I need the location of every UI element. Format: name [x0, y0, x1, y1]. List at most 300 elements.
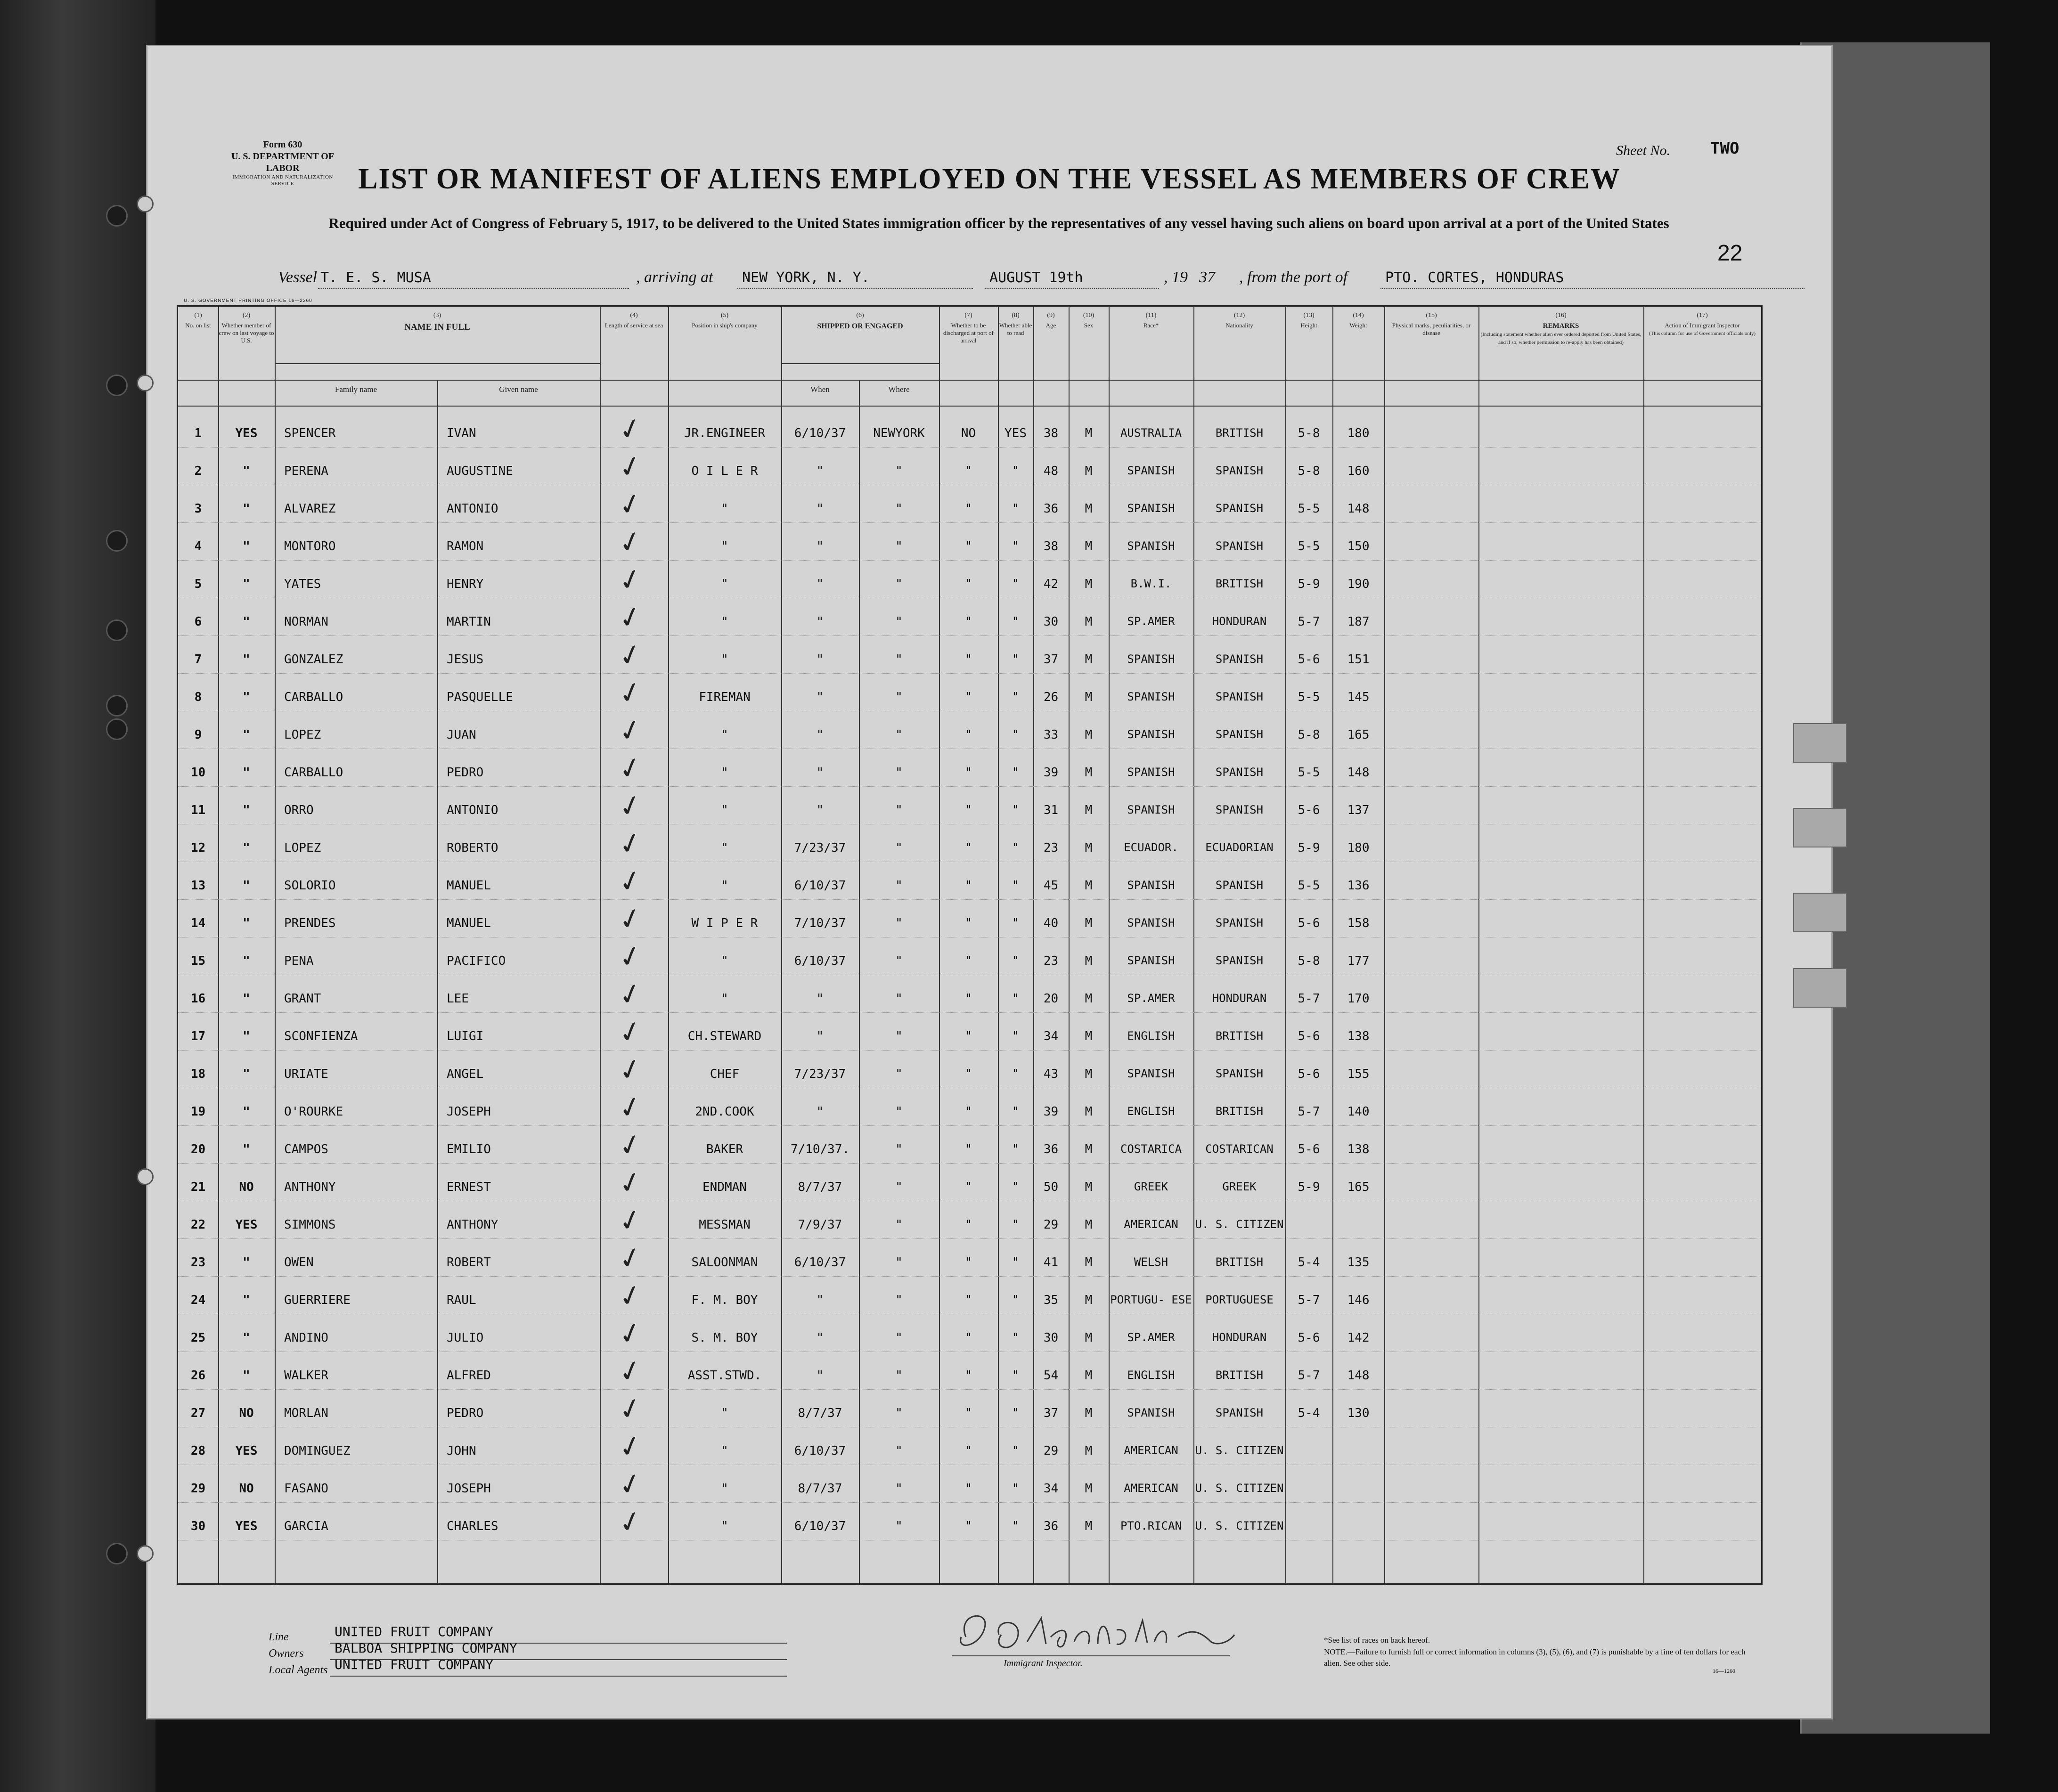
- sheet-number-label: Sheet No.: [1616, 143, 1670, 158]
- cell-position: FIREMAN: [699, 690, 751, 704]
- cell-nationality: GREEK: [1222, 1180, 1257, 1193]
- cell-given: JULIO: [447, 1331, 484, 1345]
- cell-family: GRANT: [284, 992, 321, 1006]
- cell-family: CARBALLO: [284, 766, 343, 780]
- cell-where: ": [895, 841, 903, 855]
- service-check-mark: ✓: [614, 636, 646, 675]
- cell-age: 41: [1043, 1255, 1059, 1270]
- service-check-mark: ✓: [614, 937, 646, 976]
- binder-hole: [106, 375, 128, 396]
- cell-nationality: BRITISH: [1215, 1368, 1264, 1382]
- cell-disch: ": [964, 1406, 972, 1420]
- header-no: (1) No. on list: [185, 312, 211, 329]
- cell-crew: ": [243, 502, 250, 516]
- cell-family: ALVAREZ: [284, 502, 336, 516]
- cell-disch: ": [964, 916, 972, 930]
- cell-weight: 158: [1347, 916, 1370, 930]
- cell-given: PEDRO: [447, 1406, 484, 1420]
- cell-position: W I P E R: [691, 916, 758, 930]
- cell-weight: 180: [1347, 426, 1370, 440]
- service-check-mark: ✓: [614, 448, 646, 486]
- cell-nationality: SPANISH: [1215, 766, 1264, 779]
- inspector-signature: [947, 1609, 1239, 1661]
- cell-nationality: BRITISH: [1215, 1029, 1264, 1043]
- cell-weight: 136: [1347, 879, 1370, 893]
- cell-age: 45: [1043, 879, 1059, 893]
- cell-no: 26: [190, 1368, 206, 1383]
- cell-weight: 148: [1347, 502, 1370, 516]
- binder-hole: [106, 619, 128, 641]
- cell-where: ": [895, 954, 903, 968]
- cell-height: 5-9: [1298, 841, 1320, 855]
- cell-crew: ": [243, 690, 250, 704]
- cell-where: ": [895, 1180, 903, 1194]
- cell-sex: M: [1085, 766, 1093, 780]
- cell-height: 5-8: [1298, 954, 1320, 968]
- cell-disch: ": [964, 502, 972, 516]
- cell-crew: ": [243, 728, 250, 742]
- cell-when: ": [816, 690, 824, 704]
- cell-when: ": [816, 1368, 824, 1383]
- cell-sex: M: [1085, 728, 1093, 742]
- service-check-mark: ✓: [614, 1314, 646, 1353]
- cell-height: 5-6: [1298, 1331, 1320, 1345]
- cell-race: AMERICAN: [1124, 1444, 1178, 1457]
- cell-sex: M: [1085, 1029, 1093, 1043]
- cell-age: 54: [1043, 1368, 1059, 1383]
- cell-disch: ": [964, 1180, 972, 1194]
- cell-read: ": [1012, 652, 1020, 667]
- cell-when: 6/10/37: [794, 1255, 846, 1270]
- cell-race: SPANISH: [1127, 1406, 1175, 1419]
- cell-crew: ": [243, 803, 250, 817]
- cell-read: ": [1012, 728, 1020, 742]
- service-check-mark: ✓: [614, 485, 646, 524]
- cell-disch: ": [964, 954, 972, 968]
- cell-race: SPANISH: [1127, 728, 1175, 741]
- cell-when: 7/23/37: [794, 1067, 846, 1081]
- cell-where: ": [895, 879, 903, 893]
- cell-nationality: SPANISH: [1215, 879, 1264, 892]
- cell-height: 5-8: [1298, 426, 1320, 440]
- cell-nationality: HONDURAN: [1212, 615, 1267, 628]
- cell-weight: 165: [1347, 1180, 1370, 1194]
- cell-weight: 146: [1347, 1293, 1370, 1307]
- cell-weight: 177: [1347, 954, 1370, 968]
- cell-no: 22: [190, 1218, 206, 1232]
- cell-crew: ": [243, 1331, 250, 1345]
- cell-age: 39: [1043, 1105, 1059, 1119]
- cell-nationality: SPANISH: [1215, 652, 1264, 666]
- cell-given: EMILIO: [447, 1142, 491, 1157]
- cell-given: LUIGI: [447, 1029, 484, 1043]
- cell-position: ": [721, 1482, 728, 1496]
- cell-weight: 150: [1347, 539, 1370, 554]
- cell-where: ": [895, 1482, 903, 1496]
- cell-race: SPANISH: [1127, 502, 1175, 515]
- service-check-mark: ✓: [614, 787, 646, 825]
- cell-position: ": [721, 879, 728, 893]
- header-given-name: Given name: [499, 385, 538, 394]
- cell-age: 20: [1043, 992, 1059, 1006]
- cell-age: 26: [1043, 690, 1059, 704]
- cell-age: 35: [1043, 1293, 1059, 1307]
- cell-when: ": [816, 539, 824, 554]
- cell-sex: M: [1085, 954, 1093, 968]
- cell-nationality: U. S. CITIZEN: [1195, 1444, 1284, 1457]
- cell-position: ": [721, 652, 728, 667]
- cell-race: SP.AMER: [1127, 992, 1175, 1005]
- header-name: (3) NAME IN FULL: [404, 312, 470, 332]
- cell-family: CAMPOS: [284, 1142, 328, 1157]
- cell-where: ": [895, 766, 903, 780]
- cell-when: 7/23/37: [794, 841, 846, 855]
- cell-age: 42: [1043, 577, 1059, 591]
- cell-race: GREEK: [1134, 1180, 1168, 1193]
- punch-hole: [137, 1168, 154, 1185]
- cell-race: SPANISH: [1127, 954, 1175, 967]
- cell-age: 33: [1043, 728, 1059, 742]
- cell-sex: M: [1085, 1482, 1093, 1496]
- cell-weight: 148: [1347, 766, 1370, 780]
- header-height: (13) Height: [1300, 312, 1317, 329]
- cell-position: ENDMAN: [702, 1180, 747, 1194]
- service-check-mark: ✓: [614, 1051, 646, 1089]
- cell-family: ORRO: [284, 803, 314, 817]
- cell-given: PACIFICO: [447, 954, 506, 968]
- cell-race: ECUADOR.: [1124, 841, 1178, 854]
- cell-height: 5-5: [1298, 690, 1320, 704]
- cell-position: ": [721, 803, 728, 817]
- cell-where: ": [895, 690, 903, 704]
- cell-age: 31: [1043, 803, 1059, 817]
- cell-read: ": [1012, 1482, 1020, 1496]
- cell-where: ": [895, 803, 903, 817]
- cell-no: 6: [194, 615, 202, 629]
- cell-read: ": [1012, 1368, 1020, 1383]
- cell-nationality: SPANISH: [1215, 803, 1264, 816]
- cell-where: ": [895, 502, 903, 516]
- cell-when: ": [816, 652, 824, 667]
- form-number: Form 630: [263, 139, 302, 150]
- service-check-mark: ✓: [614, 1390, 646, 1428]
- printing-office-line: U. S. GOVERNMENT PRINTING OFFICE 16—2260: [184, 298, 312, 303]
- print-code: 16—1260: [1713, 1668, 1735, 1674]
- cell-height: 5-6: [1298, 1029, 1320, 1043]
- cell-race: PTO.RICAN: [1120, 1519, 1182, 1532]
- cell-crew: ": [243, 1293, 250, 1307]
- cell-sex: M: [1085, 502, 1093, 516]
- cell-race: B.W.I.: [1130, 577, 1172, 590]
- cell-where: ": [895, 1519, 903, 1533]
- cell-read: ": [1012, 766, 1020, 780]
- cell-sex: M: [1085, 1218, 1093, 1232]
- cell-nationality: SPANISH: [1215, 916, 1264, 929]
- cell-no: 19: [190, 1105, 206, 1119]
- cell-when: ": [816, 992, 824, 1006]
- cell-no: 24: [190, 1293, 206, 1307]
- cell-read: YES: [1004, 426, 1027, 440]
- cell-family: PENA: [284, 954, 314, 968]
- cell-sex: M: [1085, 841, 1093, 855]
- cell-crew: ": [243, 577, 250, 591]
- cell-weight: 170: [1347, 992, 1370, 1006]
- cell-read: ": [1012, 1029, 1020, 1043]
- cell-no: 16: [190, 992, 206, 1006]
- cell-family: OWEN: [284, 1255, 314, 1270]
- cell-given: CHARLES: [447, 1519, 498, 1533]
- cell-nationality: SPANISH: [1215, 1406, 1264, 1419]
- cell-position: 2ND.COOK: [695, 1105, 754, 1119]
- cell-race: ENGLISH: [1127, 1105, 1175, 1118]
- cell-given: JOHN: [447, 1444, 476, 1458]
- cell-race: SP.AMER: [1127, 615, 1175, 628]
- cell-given: PASQUELLE: [447, 690, 513, 704]
- cell-no: 25: [190, 1331, 206, 1345]
- cell-race: AUSTRALIA: [1120, 426, 1182, 440]
- cell-disch: ": [964, 1368, 972, 1383]
- department-name: U. S. DEPARTMENT OF LABOR: [231, 151, 335, 173]
- cell-sex: M: [1085, 1180, 1093, 1194]
- cell-race: PORTUGU- ESE: [1110, 1293, 1192, 1306]
- cell-disch: ": [964, 577, 972, 591]
- cell-height: 5-6: [1298, 1142, 1320, 1157]
- cell-when: ": [816, 803, 824, 817]
- line-label: Line: [269, 1631, 289, 1643]
- cell-no: 11: [190, 803, 206, 817]
- header-position: (5) Position in ship's company: [692, 312, 758, 329]
- cell-weight: 145: [1347, 690, 1370, 704]
- cell-sex: M: [1085, 1293, 1093, 1307]
- cell-disch: ": [964, 1482, 972, 1496]
- cell-when: ": [816, 728, 824, 742]
- cell-weight: 151: [1347, 652, 1370, 667]
- cell-weight: 137: [1347, 803, 1370, 817]
- cell-crew: ": [243, 1255, 250, 1270]
- stamp-number: 22: [1717, 241, 1743, 266]
- cell-where: ": [895, 728, 903, 742]
- cell-nationality: BRITISH: [1215, 577, 1264, 590]
- cell-height: 5-6: [1298, 916, 1320, 930]
- cell-no: 10: [190, 766, 206, 780]
- cell-sex: M: [1085, 690, 1093, 704]
- cell-family: NORMAN: [284, 615, 328, 629]
- cell-when: 7/10/37.: [790, 1142, 850, 1157]
- cell-when: ": [816, 1105, 824, 1119]
- header-able-to-read: (8) Whether able to read: [999, 312, 1032, 336]
- cell-when: ": [816, 615, 824, 629]
- cell-read: ": [1012, 1293, 1020, 1307]
- cell-height: 5-8: [1298, 464, 1320, 478]
- cell-no: 15: [190, 954, 206, 968]
- cell-weight: 160: [1347, 464, 1370, 478]
- cell-position: MESSMAN: [699, 1218, 751, 1232]
- cell-given: ANTONIO: [447, 803, 498, 817]
- cell-crew: NO: [239, 1482, 254, 1496]
- cell-where: ": [895, 1444, 903, 1458]
- cell-age: 30: [1043, 1331, 1059, 1345]
- side-tab: [1793, 723, 1847, 763]
- cell-when: ": [816, 464, 824, 478]
- owners-label: Owners: [269, 1647, 304, 1660]
- cell-read: ": [1012, 690, 1020, 704]
- service-check-mark: ✓: [614, 1164, 646, 1202]
- footnote-penalty: NOTE.—Failure to furnish full or correct information in columns (3), (5), (6), and (7) is punishable by a fine of ten dollars for each alien. See other side.: [1324, 1647, 1746, 1668]
- cell-family: LOPEZ: [284, 728, 321, 742]
- cell-age: 38: [1043, 426, 1059, 440]
- cell-sex: M: [1085, 879, 1093, 893]
- cell-crew: YES: [235, 426, 258, 440]
- cell-height: 5-8: [1298, 728, 1320, 742]
- cell-sex: M: [1085, 916, 1093, 930]
- scanner-edge-left: [0, 0, 155, 1792]
- cell-no: 3: [194, 502, 202, 516]
- cell-read: ": [1012, 1067, 1020, 1081]
- cell-height: 5-6: [1298, 803, 1320, 817]
- cell-sex: M: [1085, 1444, 1093, 1458]
- arriving-label: , arriving at: [636, 269, 713, 286]
- cell-when: ": [816, 577, 824, 591]
- cell-age: 29: [1043, 1444, 1059, 1458]
- cell-crew: NO: [239, 1406, 254, 1420]
- cell-sex: M: [1085, 1406, 1093, 1420]
- cell-position: ": [721, 1444, 728, 1458]
- cell-no: 17: [190, 1029, 206, 1043]
- cell-given: RAUL: [447, 1293, 476, 1307]
- header-crew: (2) Whether member of crew on last voyage to U.S.: [219, 312, 274, 344]
- binder-hole: [106, 530, 128, 552]
- cell-sex: M: [1085, 652, 1093, 667]
- cell-position: CH.STEWARD: [687, 1029, 762, 1043]
- cell-family: GONZALEZ: [284, 652, 343, 667]
- cell-given: ALFRED: [447, 1368, 491, 1383]
- cell-read: ": [1012, 464, 1020, 478]
- cell-race: COSTARICA: [1120, 1142, 1182, 1156]
- cell-sex: M: [1085, 1255, 1093, 1270]
- cell-race: SPANISH: [1127, 539, 1175, 553]
- cell-given: ROBERTO: [447, 841, 498, 855]
- cell-read: ": [1012, 577, 1020, 591]
- cell-given: IVAN: [447, 426, 476, 440]
- cell-no: 21: [190, 1180, 206, 1194]
- cell-read: ": [1012, 1180, 1020, 1194]
- cell-given: JOSEPH: [447, 1105, 491, 1119]
- cell-position: ": [721, 539, 728, 554]
- service-check-mark: ✓: [614, 1465, 646, 1504]
- cell-given: MARTIN: [447, 615, 491, 629]
- cell-no: 7: [194, 652, 202, 667]
- cell-race: SPANISH: [1127, 803, 1175, 816]
- cell-crew: ": [243, 652, 250, 667]
- cell-when: ": [816, 766, 824, 780]
- service-check-mark: ✓: [614, 1352, 646, 1391]
- cell-age: 29: [1043, 1218, 1059, 1232]
- cell-nationality: SPANISH: [1215, 539, 1264, 553]
- cell-family: WALKER: [284, 1368, 328, 1383]
- cell-weight: 138: [1347, 1029, 1370, 1043]
- vessel-label: Vessel: [278, 269, 318, 286]
- cell-sex: M: [1085, 1331, 1093, 1345]
- cell-weight: 138: [1347, 1142, 1370, 1157]
- cell-position: ": [721, 615, 728, 629]
- cell-age: 37: [1043, 652, 1059, 667]
- header-weight: (14) Weight: [1349, 312, 1367, 329]
- service-check-mark: ✓: [614, 523, 646, 562]
- cell-disch: ": [964, 803, 972, 817]
- header-nationality: (12) Nationality: [1225, 312, 1253, 329]
- cell-race: SPANISH: [1127, 879, 1175, 892]
- header-physical-marks: (15) Physical marks, peculiarities, or disease: [1392, 312, 1471, 336]
- cell-nationality: BRITISH: [1215, 426, 1264, 440]
- service-check-mark: ✓: [614, 1088, 646, 1127]
- cell-sex: M: [1085, 1105, 1093, 1119]
- cell-age: 23: [1043, 954, 1059, 968]
- service-check-mark: ✓: [614, 1201, 646, 1240]
- cell-disch: ": [964, 539, 972, 554]
- cell-age: 38: [1043, 539, 1059, 554]
- year-prefix: , 19: [1164, 269, 1188, 286]
- header-sex: (10) Sex: [1083, 312, 1094, 329]
- cell-age: 43: [1043, 1067, 1059, 1081]
- binder-hole: [106, 695, 128, 717]
- service-name: IMMIGRATION AND NATURALIZATION SERVICE: [232, 174, 333, 187]
- cell-when: 6/10/37: [794, 879, 846, 893]
- cell-read: ": [1012, 1519, 1020, 1533]
- cell-no: 1: [194, 426, 202, 440]
- cell-nationality: U. S. CITIZEN: [1195, 1519, 1284, 1532]
- cell-height: 5-5: [1298, 539, 1320, 554]
- cell-sex: M: [1085, 992, 1093, 1006]
- cell-family: YATES: [284, 577, 321, 591]
- cell-height: 5-9: [1298, 577, 1320, 591]
- cell-given: MANUEL: [447, 916, 491, 930]
- line-value: UNITED FRUIT COMPANY: [335, 1624, 494, 1639]
- cell-disch: ": [964, 1331, 972, 1345]
- cell-read: ": [1012, 803, 1020, 817]
- cell-crew: YES: [235, 1218, 258, 1232]
- cell-disch: ": [964, 992, 972, 1006]
- cell-family: URIATE: [284, 1067, 328, 1081]
- cell-where: ": [895, 464, 903, 478]
- cell-weight: 187: [1347, 615, 1370, 629]
- year-value: 37: [1199, 269, 1215, 286]
- cell-disch: ": [964, 1029, 972, 1043]
- cell-nationality: U. S. CITIZEN: [1195, 1482, 1284, 1495]
- cell-position: ": [721, 766, 728, 780]
- cell-age: 23: [1043, 841, 1059, 855]
- cell-weight: 148: [1347, 1368, 1370, 1383]
- cell-nationality: BRITISH: [1215, 1255, 1264, 1269]
- vessel-name: T. E. S. MUSA: [320, 269, 431, 286]
- service-check-mark: ✓: [614, 1126, 646, 1165]
- cell-family: O'ROURKE: [284, 1105, 343, 1119]
- cell-position: ": [721, 728, 728, 742]
- cell-when: ": [816, 1293, 824, 1307]
- cell-read: ": [1012, 615, 1020, 629]
- cell-crew: ": [243, 916, 250, 930]
- cell-position: SALOONMAN: [691, 1255, 758, 1270]
- cell-family: LOPEZ: [284, 841, 321, 855]
- cell-family: PRENDES: [284, 916, 336, 930]
- cell-weight: 190: [1347, 577, 1370, 591]
- cell-position: ": [721, 1519, 728, 1533]
- cell-given: LEE: [447, 992, 469, 1006]
- cell-crew: ": [243, 1142, 250, 1157]
- cell-sex: M: [1085, 1142, 1093, 1157]
- cell-where: ": [895, 1331, 903, 1345]
- cell-when: ": [816, 1331, 824, 1345]
- cell-read: ": [1012, 992, 1020, 1006]
